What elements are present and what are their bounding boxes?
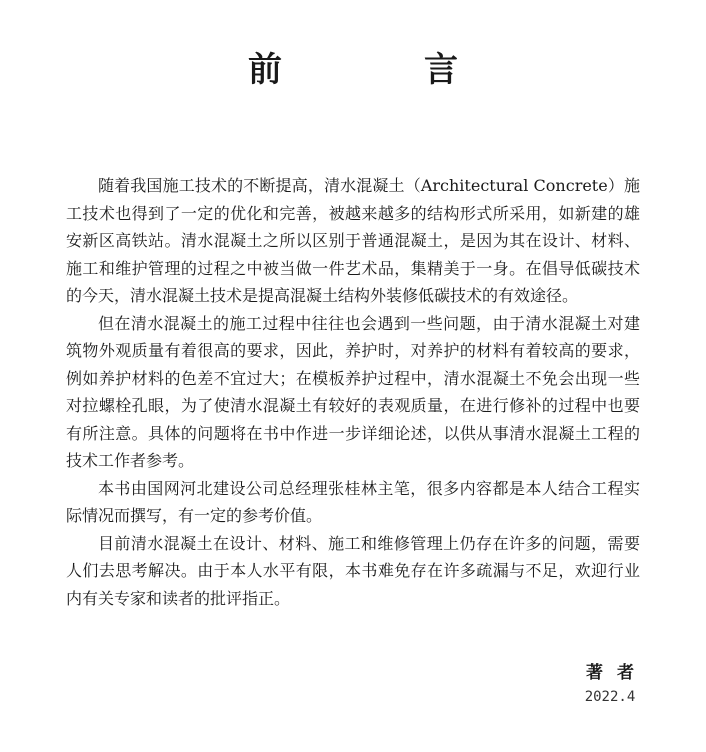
paragraph: 目前清水混凝土在设计、材料、施工和维修管理上仍存在许多的问题，需要人们去思考解决。由于本人水平有限，本书难免存在许多疏漏与不足，欢迎行业内有关专家和读者的批评指正。 [66,533,640,608]
paragraph: 但在清水混凝土的施工过程中往往也会遇到一些问题，由于清水混凝土对建筑物外观质量有着很高的要求，因此，养护时，对养护的材料有着较高的要求，例如养护材料的色差不宜过大；在模板养护过程中，清水混凝土不免会出现一些对拉螺栓孔眼，为了使清水混凝土有较好的表观质量，在进行修补的过程中也要有所注意。具体的问题将在书中作进一步详细论述，以供从事清水混凝土工程的技术工作者参考。 [66,313,640,470]
page-title: 前 言 [248,50,512,90]
paragraph: 本书由国网河北建设公司总经理张桂林主笔，很多内容都是本人结合工程实际情况而撰写，有一定的参考价值。 [66,478,640,525]
author-label: 著者 [586,663,648,683]
signature-block [572,662,648,708]
paragraph: 随着我国施工技术的不断提高，清水混凝土（Architectural Concrete）施工技术也得到了一定的优化和完善，被越来越多的结构形式所采用，如新建的雄安新区高铁站。清水混凝土之所以区别于普通混凝土，是因为其在设计、材料、施工和维护管理的过程之中被当做一件艺术品，集精美于一身。在倡导低碳技术的今天，清水混凝土技术是提高混凝土结构外装修低碳技术的有效途径。 [66,176,640,305]
date-label: 2022.4 [584,689,636,705]
preface-body [66,172,640,612]
